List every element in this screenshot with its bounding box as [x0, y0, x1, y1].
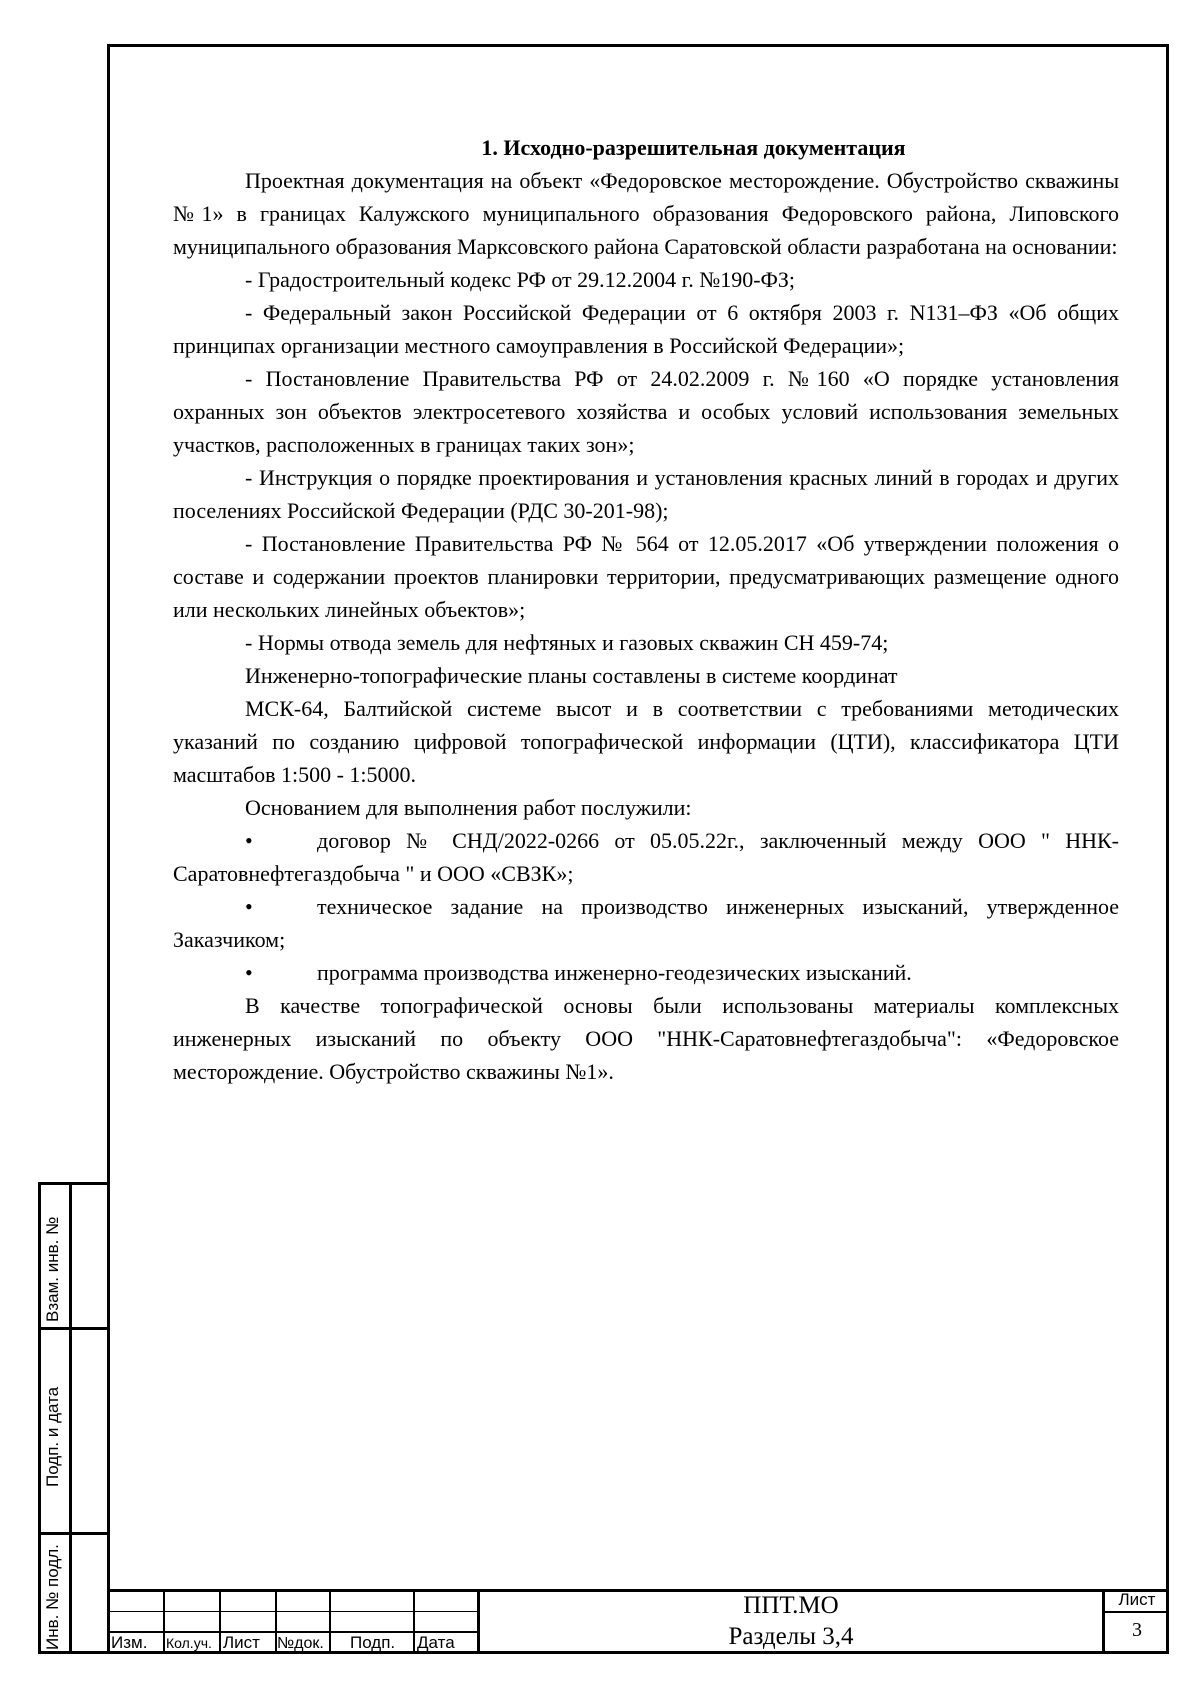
grid-col-line — [219, 1589, 221, 1654]
data-label: Дата — [417, 1633, 455, 1652]
bullet-icon: • — [245, 960, 253, 985]
grid-row-line — [1102, 1611, 1169, 1613]
podp-label: Подп. — [350, 1633, 396, 1652]
section-heading: 1. Исходно-разрешительная документация — [481, 135, 906, 160]
document-subtitle: Разделы 3,4 — [728, 1623, 854, 1650]
podp-data-label: Подп. и дата — [43, 1386, 62, 1487]
bullet-icon: • — [245, 894, 253, 919]
list-item: - Постановление Правительства РФ от 24.02.2009 г. №160 «О порядке установления охранных зон объектов электросетевого хозяйства и особых условий использования земельных участков, расположенных в границах таких зон»; — [173, 366, 1119, 457]
inv-no-podl-label: Инв. № подл. — [43, 1544, 62, 1650]
list-item: - Нормы отвода земель для нефтяных и газовых скважин СН 459-74; — [245, 630, 889, 655]
document-code: ППТ.МО — [743, 1592, 839, 1619]
intro-paragraph: Проектная документация на объект «Федоровское месторождение. Обустройство скважины №1» в границах Калужского муниципального образования Федоровского района, Липовского муниципального образования Марксовского района Саратовской области разработана на основании: — [173, 168, 1119, 259]
list-item: - Инструкция о порядке проектирования и установления красных линий в городах и других поселениях Российской Федерации (РДС 30-201-98); — [173, 465, 1119, 523]
list-item: - Федеральный закон Российской Федерации от 6 октября 2003 г. N131–ФЗ «Об общих принципах организации местного самоуправления в Российской Федерации»; — [173, 300, 1119, 358]
bullet-item: • программа производства инженерно-геодезических изысканий. — [173, 956, 1119, 989]
basis-line: Основанием для выполнения работ послужили: — [245, 795, 692, 820]
grid-col-line — [163, 1589, 165, 1654]
topo-line: Инженерно-топографические планы составлены в системе координат — [245, 663, 898, 688]
grid-col-line — [413, 1589, 415, 1654]
list-item: - Постановление Правительства РФ № 564 от 12.05.2017 «Об утверждении положения о составе и содержании проектов планировки территории, предусматривающих размещение одного или нескольких линейных объектов»; — [173, 531, 1119, 622]
list-label: Лист — [223, 1633, 260, 1652]
list-item: - Градостроительный кодекс РФ от 29.12.2004 г. №190-ФЗ; — [245, 267, 796, 292]
sheet-label: Лист — [1118, 1590, 1156, 1609]
closing-paragraph: В качестве топографической основы были использованы материалы комплексных инженерных изысканий по объекту ООО "ННК-Саратовнефтегаздобыча": «Федоровское месторождение. Обустройство скважины №1». — [173, 993, 1119, 1084]
kol-uch-label: Кол.уч. — [166, 1635, 212, 1651]
document-body — [173, 131, 1119, 1088]
bullet-item: • договор № СНД/2022-0266 от 05.05.22г., заключенный между ООО " ННК-Саратовнефтегаздобыча " и ООО «СВЗК»; — [173, 824, 1119, 890]
n-dok-label: №док. — [277, 1635, 324, 1652]
izm-label: Изм. — [111, 1633, 148, 1652]
bullet-item: • техническое задание на производство инженерных изысканий, утвержденное Заказчиком; — [173, 890, 1119, 956]
sheet-number: 3 — [1132, 1619, 1142, 1641]
title-block — [107, 1589, 1169, 1654]
vzam-inv-label: Взам. инв. № — [43, 1216, 62, 1322]
grid-col-line — [329, 1589, 331, 1654]
topo-paragraph: МСК-64, Балтийской системе высот и в соответствии с требованиями методических указаний по созданию цифровой топографической информации (ЦТИ), классификатора ЦТИ масштабов 1:500 - 1:5000. — [173, 696, 1119, 787]
bullet-icon: • — [245, 828, 253, 853]
